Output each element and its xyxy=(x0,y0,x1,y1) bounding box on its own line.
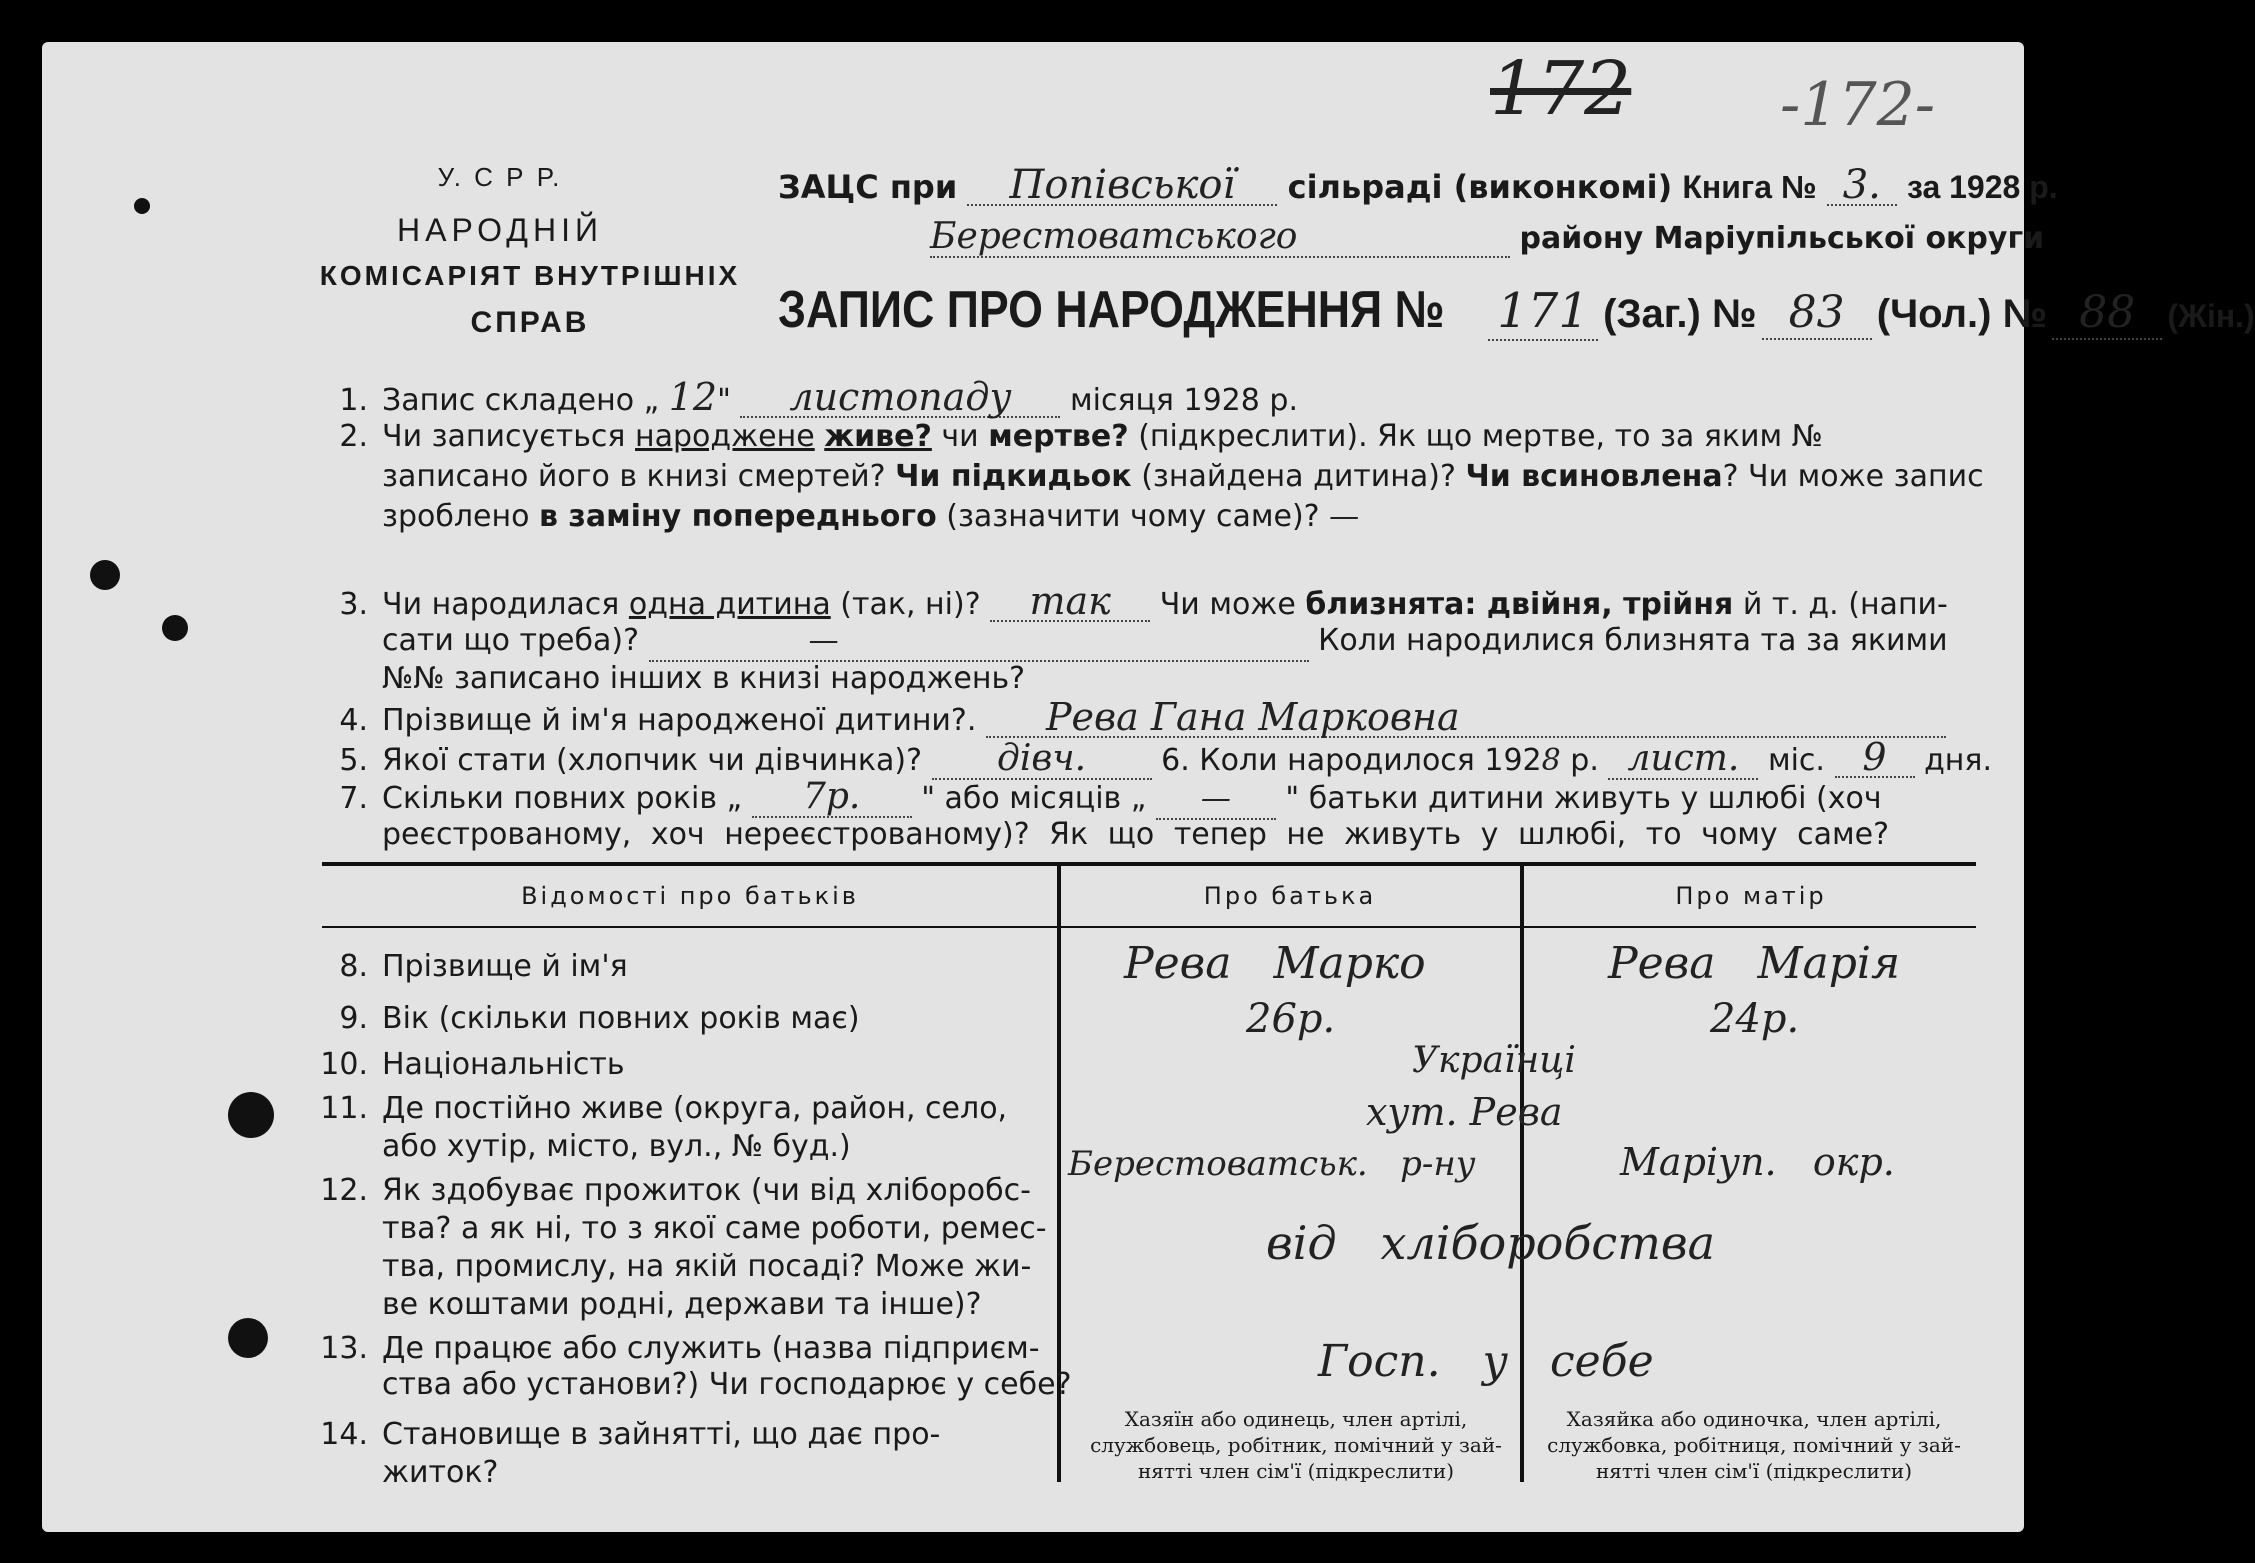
table-row xyxy=(318,1000,860,1038)
note-line: Хазяїн або одинець, член артілі, xyxy=(1124,1407,1468,1431)
q1-month: листопаду xyxy=(740,378,1060,418)
punch-hole xyxy=(134,198,150,214)
q2-l3a: зроблено xyxy=(382,499,530,534)
col-header-mother: Про матір xyxy=(1675,882,1827,910)
q3-answer: так xyxy=(990,582,1150,622)
header-affairs: СПРАВ xyxy=(470,306,590,339)
table-row xyxy=(318,1172,1031,1210)
title-chol: (Чол.) № xyxy=(1876,292,2048,336)
q2-l3c: (зазначити чому саме)? xyxy=(946,499,1320,534)
row-label-cont: або хутір, місто, вул., № буд.) xyxy=(382,1129,851,1164)
q2-d: чи xyxy=(941,419,979,454)
district-field: Берестоватського xyxy=(930,218,1510,258)
question-3-line-3 xyxy=(382,660,1025,698)
question-2-line-2 xyxy=(382,458,1984,496)
q2-l2a: записано його в книзі смертей? xyxy=(382,459,886,494)
table-header-rule xyxy=(322,926,1976,928)
row-label: Прізвище й ім'я xyxy=(382,949,628,984)
handwritten-page-number: 172 xyxy=(1490,46,1632,132)
question-2-line-3 xyxy=(382,498,1359,536)
question-3-line-2 xyxy=(382,622,1948,662)
row-number: 8. xyxy=(339,949,368,984)
q2-foundling: Чи підкидьок xyxy=(895,459,1132,494)
q3-twins: близнята: двійня, трійня xyxy=(1305,587,1734,622)
q1-tail: місяця 1928 р. xyxy=(1070,383,1298,418)
child-sex: дівч. xyxy=(932,740,1152,780)
note-line: службовка, робітниця, помічний у зай- xyxy=(1547,1433,1961,1457)
q1-text: Запис складено „ xyxy=(382,383,660,418)
punch-hole xyxy=(228,1092,274,1138)
note-line: нятті член сім'ї (підкреслити) xyxy=(1137,1459,1455,1483)
q3-one-child: одна дитина xyxy=(628,587,831,622)
record-title xyxy=(778,280,2255,341)
q5-text: Якої стати (хлопчик чи дівчинка)? xyxy=(382,743,923,778)
row-label: Вік (скільки повних років має) xyxy=(382,1001,860,1036)
row-number: 9. xyxy=(339,1001,368,1036)
child-name: Рева Гана Марковна xyxy=(986,698,1946,738)
q2-alive: живе? xyxy=(824,419,932,454)
q7-tail: " батьки дитини живуть у шлюбі (хоч xyxy=(1285,781,1882,816)
table-row xyxy=(318,1416,940,1454)
q3-c: (так, ні)? xyxy=(840,587,981,622)
q5-number: 5. xyxy=(339,743,368,778)
q7-mid: " або місяців „ xyxy=(921,781,1147,816)
q7-text: Скільки повних років xyxy=(382,781,717,816)
zags-line xyxy=(778,162,2058,208)
question-3 xyxy=(318,579,1948,624)
q1-day: 12 xyxy=(668,375,718,419)
q2-dead: мертве? xyxy=(988,419,1129,454)
zags-prefix: ЗАЦС при xyxy=(778,168,958,206)
q6-mis: міс. xyxy=(1767,743,1825,778)
note-line: Хазяйка або одиночка, член артілі, xyxy=(1566,1407,1942,1431)
book-field: 3. xyxy=(1827,166,1897,206)
married-months: — xyxy=(1156,780,1276,820)
question-7 xyxy=(318,778,1882,820)
header-people: НАРОДНІЙ xyxy=(397,212,603,248)
row-number: 11. xyxy=(320,1091,368,1126)
q2-answer: — xyxy=(1329,499,1360,534)
zags-middle: сільраді (виконкомі) xyxy=(1287,168,1673,206)
q3-l3: №№ записано інших в книзі народжень? xyxy=(382,661,1026,696)
table-row xyxy=(318,1330,1040,1368)
archive-number: -172- xyxy=(1780,70,1936,140)
q3-l2b: Коли народилися близнята та за якими xyxy=(1318,623,1948,658)
row-number: 14. xyxy=(320,1417,368,1452)
book-label: Книга № xyxy=(1682,169,1817,205)
question-1 xyxy=(318,375,1298,420)
table-top-rule xyxy=(322,862,1976,866)
q2-a: Чи записується xyxy=(382,419,626,454)
question-5 xyxy=(318,735,1993,780)
row-label: Становище в зайнятті, що дає про- xyxy=(382,1417,941,1452)
workplace: Госп. у себе xyxy=(1318,1336,1654,1387)
note-line: службовець, робітник, помічний у зай- xyxy=(1090,1433,1502,1457)
question-2 xyxy=(318,418,1823,456)
row-number: 10. xyxy=(320,1047,368,1082)
residence-okrug: Маріуп. окр. xyxy=(1620,1140,1895,1184)
q3-d: Чи може xyxy=(1159,587,1296,622)
note-line: нятті член сім'ї (підкреслити) xyxy=(1595,1459,1913,1483)
q6-dnya: дня. xyxy=(1924,743,1993,778)
q6-r: р. xyxy=(1570,743,1599,778)
residence-village: хут. Рева xyxy=(1366,1090,1563,1134)
q7-l2: реєстрованому, хоч нереєстрованому)? Як що тепер не живуть у шлюбі, то чому саме? xyxy=(382,817,1890,852)
table-row xyxy=(318,1090,1007,1128)
q3-l2-answer: — xyxy=(649,622,1309,662)
row-label-cont: ве коштами родні, держави та інше)? xyxy=(382,1287,982,1322)
birth-day: 9 xyxy=(1835,738,1915,778)
q2-number: 2. xyxy=(339,419,368,454)
title-zhin: (Жін.) xyxy=(2167,298,2255,334)
village-field: Попівської xyxy=(967,166,1277,206)
q2-adopted: Чи всиновлена xyxy=(1465,459,1723,494)
table-row xyxy=(318,1046,625,1084)
col-header-father: Про батька xyxy=(1203,882,1377,910)
livelihood: від хліборобства xyxy=(1266,1216,1716,1270)
row-number: 13. xyxy=(320,1331,368,1366)
row-label-cont: ства або установи?) Чи господарює у себе? xyxy=(382,1367,1072,1402)
question-7-line-2 xyxy=(382,816,1889,854)
q3-number: 3. xyxy=(339,587,368,622)
residence-district: Берестоватськ. р-ну xyxy=(1068,1144,1476,1184)
q2-l2e: ? Чи може запис xyxy=(1722,459,1984,494)
father-age: 26р. xyxy=(1246,996,1336,1042)
q2-born: народжене xyxy=(635,419,815,454)
district-suffix: району Маріупільської округи xyxy=(1519,221,2045,256)
q3-a: Чи народилася xyxy=(382,587,620,622)
row-label-cont: тва, промислу, на якій посаді? Може жи- xyxy=(382,1249,1032,1284)
q7-quote: „ xyxy=(726,781,743,816)
q2-replacement: в заміну попереднього xyxy=(539,499,937,534)
q1-quote: " xyxy=(717,383,731,418)
question-4 xyxy=(318,695,1946,740)
zags-year: за 1928 р. xyxy=(1906,169,2058,205)
row-label: Де працює або служить (назва підприєм- xyxy=(382,1331,1040,1366)
row-label: Де постійно живе (округа, район, село, xyxy=(382,1091,1008,1126)
married-years: 7р. xyxy=(752,778,912,818)
q3-l2a: сати що треба)? xyxy=(382,623,640,658)
father-name: Рева Марко xyxy=(1124,938,1426,989)
row-label: Як здобуває прожиток (чи від хліборобс- xyxy=(382,1173,1031,1208)
record-number: 171 xyxy=(1488,283,1598,341)
mother-name: Рева Марія xyxy=(1608,938,1901,989)
title-zag: (Заг.) № xyxy=(1603,292,1757,336)
row-number: 12. xyxy=(320,1173,368,1208)
q7-number: 7. xyxy=(339,781,368,816)
district-line xyxy=(930,218,2044,258)
row-label-cont: житок? xyxy=(382,1455,499,1490)
birth-year-digit: 8 xyxy=(1541,743,1561,778)
punch-hole xyxy=(162,615,188,641)
nationality: Українці xyxy=(1412,1040,1576,1081)
mother-age: 24р. xyxy=(1710,996,1800,1042)
row-label-cont: тва? а як ні, то з якої саме роботи, ремес- xyxy=(382,1211,1047,1246)
q3-f: й т. д. (напи- xyxy=(1742,587,1948,622)
father-occupation-note xyxy=(1076,1406,1516,1484)
q2-l2c: (знайдена дитина)? xyxy=(1141,459,1456,494)
header-commissariat: КОМІСАРІЯТ ВНУТРІШНІХ xyxy=(319,260,741,291)
col-header-parents: Відомості про батьків xyxy=(521,882,859,910)
female-number: 88 xyxy=(2052,287,2162,340)
q1-number: 1. xyxy=(339,383,368,418)
mother-occupation-note xyxy=(1534,1406,1974,1484)
male-number: 83 xyxy=(1762,287,1872,340)
q4-text: Прізвище й ім'я народженої дитини?. xyxy=(382,703,977,738)
header-ussr: У. С Р Р. xyxy=(437,162,563,192)
q2-f: (підкреслити). Як що мертве, то за яким № xyxy=(1138,419,1823,454)
q6-text: 6. Коли народилося 192 xyxy=(1161,743,1542,778)
birth-month: лист. xyxy=(1608,740,1758,780)
punch-hole xyxy=(90,560,120,590)
table-row xyxy=(318,948,628,986)
q4-number: 4. xyxy=(339,703,368,738)
punch-hole xyxy=(228,1318,268,1358)
table-divider-mother xyxy=(1520,862,1524,1482)
title-main: ЗАПИС ПРО НАРОДЖЕННЯ № xyxy=(778,281,1445,339)
row-label: Національність xyxy=(382,1047,625,1082)
